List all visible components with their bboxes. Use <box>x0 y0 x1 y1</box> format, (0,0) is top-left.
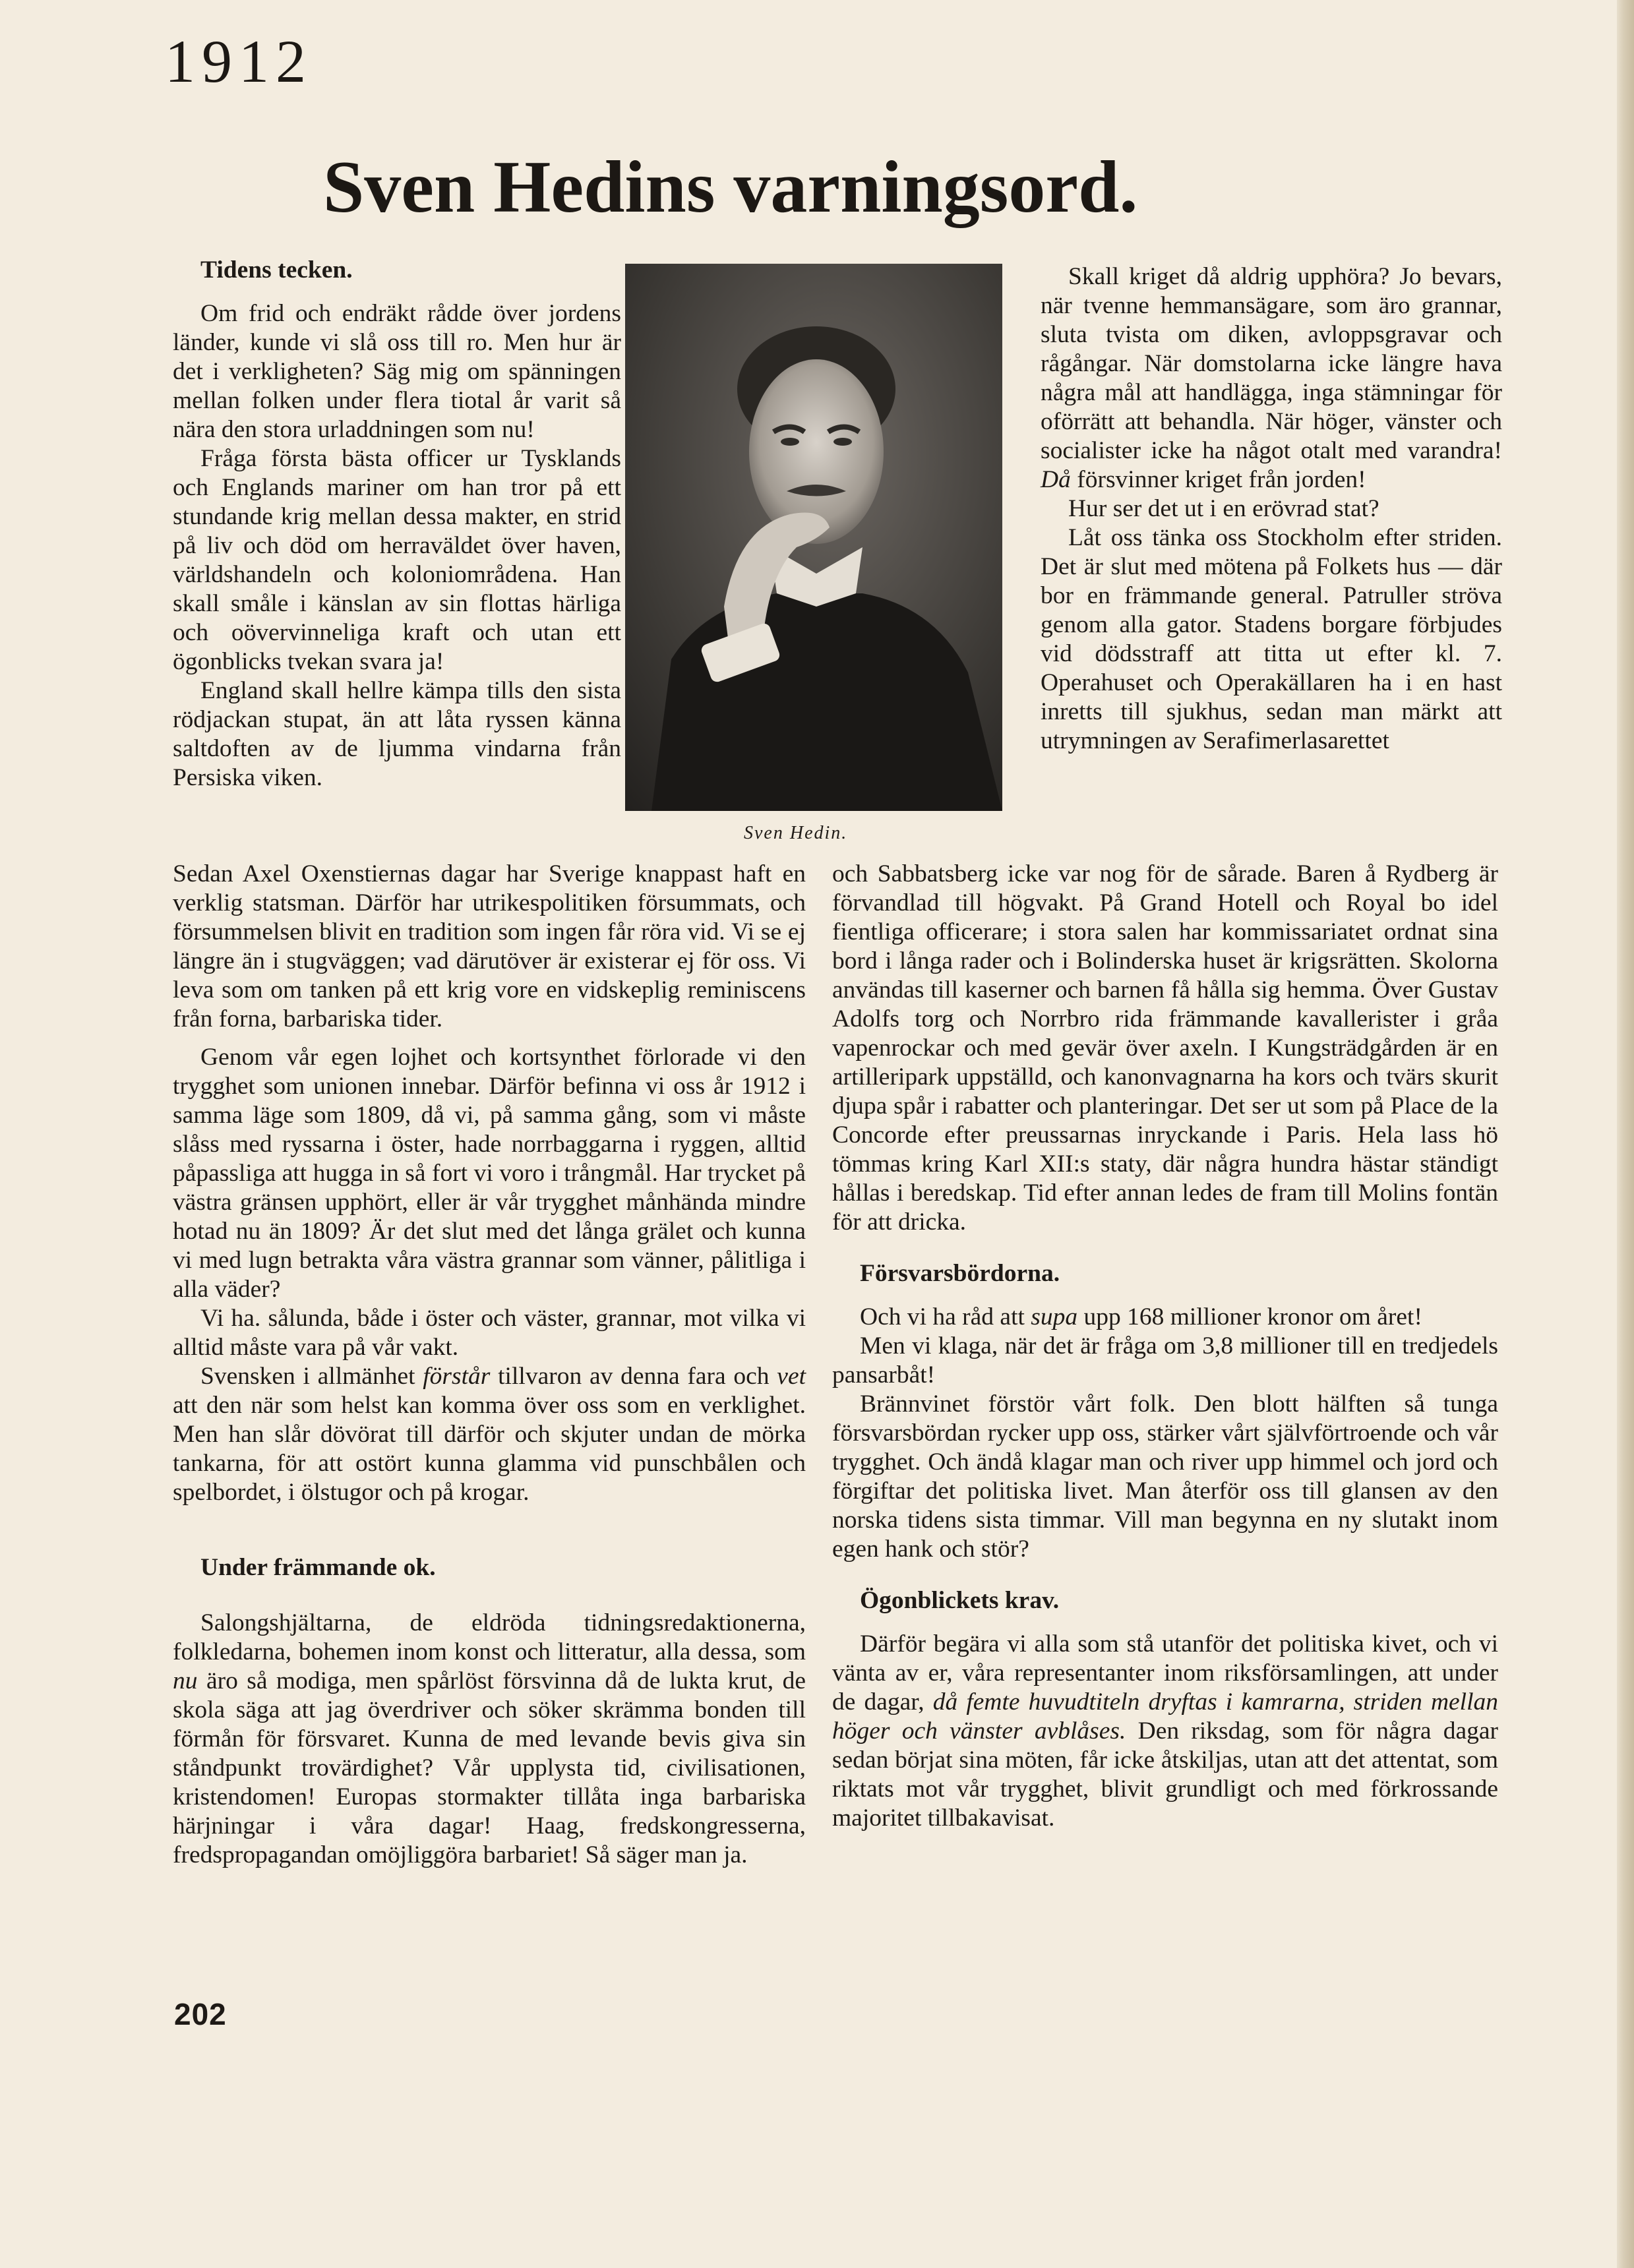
section-heading-tidens-tecken: Tidens tecken. <box>200 256 353 284</box>
paragraph <box>173 1362 806 1507</box>
emphasis-text: vet <box>777 1363 806 1390</box>
article-title: Sven Hedins varningsord. <box>323 146 1138 228</box>
paragraph-text: upp 168 millioner kronor om året! <box>1083 1303 1422 1330</box>
emphasis-text: nu <box>173 1667 198 1694</box>
paragraph <box>832 1630 1498 1833</box>
section-heading-under-frammande-ok: Under främmande ok. <box>200 1554 436 1581</box>
paragraph-text: Därför begära vi alla som stå utanför det politiska kivet, och vi vänta av er, våra representanter inom riksförsamlingen, att under de dagar, <box>832 1630 1498 1716</box>
column-left-top <box>173 256 621 792</box>
column-right-top <box>1041 262 1502 756</box>
paragraph: Låt oss tänka oss Stockholm efter striden. Det är slut med mötena på Folkets hus — där bor en främmande general. Patruller ströva genom alla gator. Stadens borgare förbjudes vid dödsstraff att titta ut efter kl. 7. Operahuset och Operakällaren ha i en hast inretts till sjukhus, sedan man märkt att utrymningen av Serafimerlasarettet <box>1041 524 1502 754</box>
emphasis-text: Då <box>1041 466 1071 493</box>
paragraph-text: Och vi ha råd att <box>860 1303 1025 1330</box>
paragraph-text: Den riksdag, som för några dagar sedan börjat sina möten, får icke åtskiljas, utan att det attentat, som riktats mot vår trygghet, blivit grundligt och med förkrossande majoritet tillbakavisat. <box>832 1717 1499 1832</box>
paragraph: Vi ha. sålunda, både i öster och väster, grannar, mot vilka vi alltid måste vara på vår vakt. <box>173 1305 806 1361</box>
page-edge <box>1617 0 1634 2268</box>
paragraph: England skall hellre kämpa tills den sista rödjackan stupat, än att låta ryssen känna saltdoften av de ljumma vindarna från Persiska viken. <box>173 677 621 791</box>
paragraph: Om frid och endräkt rådde över jordens länder, kunde vi slå oss till ro. Men hur är det i verkligheten? Säg mig om spänningen mellan folken under flera tiotal år varit så nära den stora urladdningen som nu! <box>173 300 621 443</box>
emphasis-text: supa <box>1031 1303 1078 1330</box>
paragraph-text: försvinner kriget från jorden! <box>1077 466 1366 493</box>
paragraph: Men vi klaga, när det är fråga om 3,8 millioner till en tredjedels pansarbåt! <box>832 1332 1498 1388</box>
paragraph: Fråga första bästa officer ur Tysklands och Englands mariner om han tror på ett stundande krig mellan dessa makter, en strid på liv och död om herraväldet över haven, världshandeln och koloniområdena. Han skall småle i känslan av sin flottas härliga och oövervinneliga kraft och utan ett ögonblicks tvekan svara ja! <box>173 445 621 675</box>
paragraph: Hur ser det ut i en erövrad stat? <box>1068 495 1379 522</box>
emphasis-text: då femte huvudtiteln dryftas i kamrarna, striden mellan höger och vänster avblåses. <box>832 1688 1499 1745</box>
column-left-bottom <box>173 860 806 1870</box>
paragraph-text: Svensken i allmänhet <box>200 1363 415 1390</box>
section-heading-forsvarsbordorna: Försvarsbördorna. <box>860 1260 1060 1287</box>
paragraph-text: tillvaron av denna fara och <box>498 1363 770 1390</box>
paragraph <box>832 1303 1498 1332</box>
paragraph <box>1041 262 1502 494</box>
photo-caption: Sven Hedin. <box>744 823 848 843</box>
paragraph: Brännvinet förstör vårt folk. Den blott hälften så tunga försvarsbördan rycker upp oss, stärker vårt självförtroende och vår trygghet. Och ändå klagar man och river upp himmel och jord och förgiftar det politiska livet. Man återför oss till glansen av den norska tidens sista timmar. Vill man begynna en ny slutakt inom egen hank och stör? <box>832 1390 1498 1563</box>
paragraph: och Sabbatsberg icke var nog för de sårade. Baren å Rydberg är förvandlad till högvakt. På Grand Hotell och Royal bo idel fientliga officerare; i stora salen har kommissariatet ordnat sina bord i långa rader och i Bolinderska huset är krigsrätten. Skolorna användas till kaserner och barnen få hålla sig hemma. Över Gustav Adolfs torg och Norrbro rida främmande kavallerister i gråa vapenrockar och med gevär över axeln. I Kungsträdgården är en artilleripark uppställd, och kanonvagnarna ha kors och tvärs skurit djupa spår i rabatter och planteringar. Det ser ut som på Place de la Concorde efter preussarnas inryckande i Paris. Hela lass hö tömmas kring Karl XII:s staty, där några hundra hästar ständigt hållas i beredskap. Tid efter annan ledes de fram till Molins fontän för att dricka. <box>832 860 1498 1236</box>
paragraph <box>173 1609 806 1870</box>
emphasis-text: förstår <box>423 1363 491 1390</box>
year-heading: 1912 <box>165 28 313 95</box>
paragraph-text: att den när som helst kan komma över oss som en verklighet. Men han slår dövörat till därför och skjuter undan de mörka tankarna, för att ostört kunna glamma vid punschbålen och spelbordet, i ölstugor och på krogar. <box>173 1392 806 1506</box>
paragraph-text: Skall kriget då aldrig upphöra? Jo bevars, när tvenne hemmansägare, som äro grannar, sluta tvista om diken, avloppsgravar och rågångar. När domstolarna icke längre hava några mål att handlägga, inga stämningar för oförrätt att behandla. När höger, vänster och socialister icke ha något otalt med varandra! <box>1041 263 1502 464</box>
paragraph-text: äro så modiga, men spårlöst försvinna då de lukta krut, de skola säga att jag överdriver och söker skrämma bonden till förmån för försvaret. Kunna de med levande bevis giva sin ståndpunkt trovärdighet? Vår upplysta tid, civilisationen, kristendomen! Europas stormakter tillåta inga barbariska härjningar i våra dagar! Haag, fredskongresserna, fredspropagandan omöjliggöra barbariet! Så säger man ja. <box>173 1667 806 1868</box>
paragraph: Genom vår egen lojhet och kortsynthet förlorade vi den trygghet som unionen innebar. Därför befinna vi oss år 1912 i samma läge som 1809, då vi, på samma gång, som vi måste slåss med ryssarna i öster, hade norrbaggarna i ryggen, alltid påpassliga att hugga in så fort vi voro i trångmål. Har trycket på västra gränsen upphört, eller är vår trygghet månhända mindre hotad nu än 1809? Är det slut med det långa grälet och kunna vi med lugn betrakta våra västra grannar som vänner, pålitliga i alla väder? <box>173 1044 806 1303</box>
page-number: 202 <box>174 1997 227 2031</box>
section-heading-ogonblickets-krav: Ögonblickets krav. <box>860 1587 1060 1614</box>
paragraph-text: Salongshjältarna, de eldröda tidningsredaktionerna, folkledarna, bohemen inom konst och litteratur, alla dessa, som <box>173 1609 806 1665</box>
paragraph: Sedan Axel Oxenstiernas dagar har Sverige knappast haft en verklig statsman. Därför har utrikespolitiken försummats, och försummelsen blivit en tradition som ingen får röra vid. Vi se ej längre än i stugväggen; vad därutöver är existerar ej för oss. Vi leva som om tanken på ett krig vore en vidskeplig reminiscens från forna, barbariska tider. <box>173 860 806 1032</box>
portrait-photo <box>625 264 1002 811</box>
column-right-bottom <box>832 860 1498 1833</box>
